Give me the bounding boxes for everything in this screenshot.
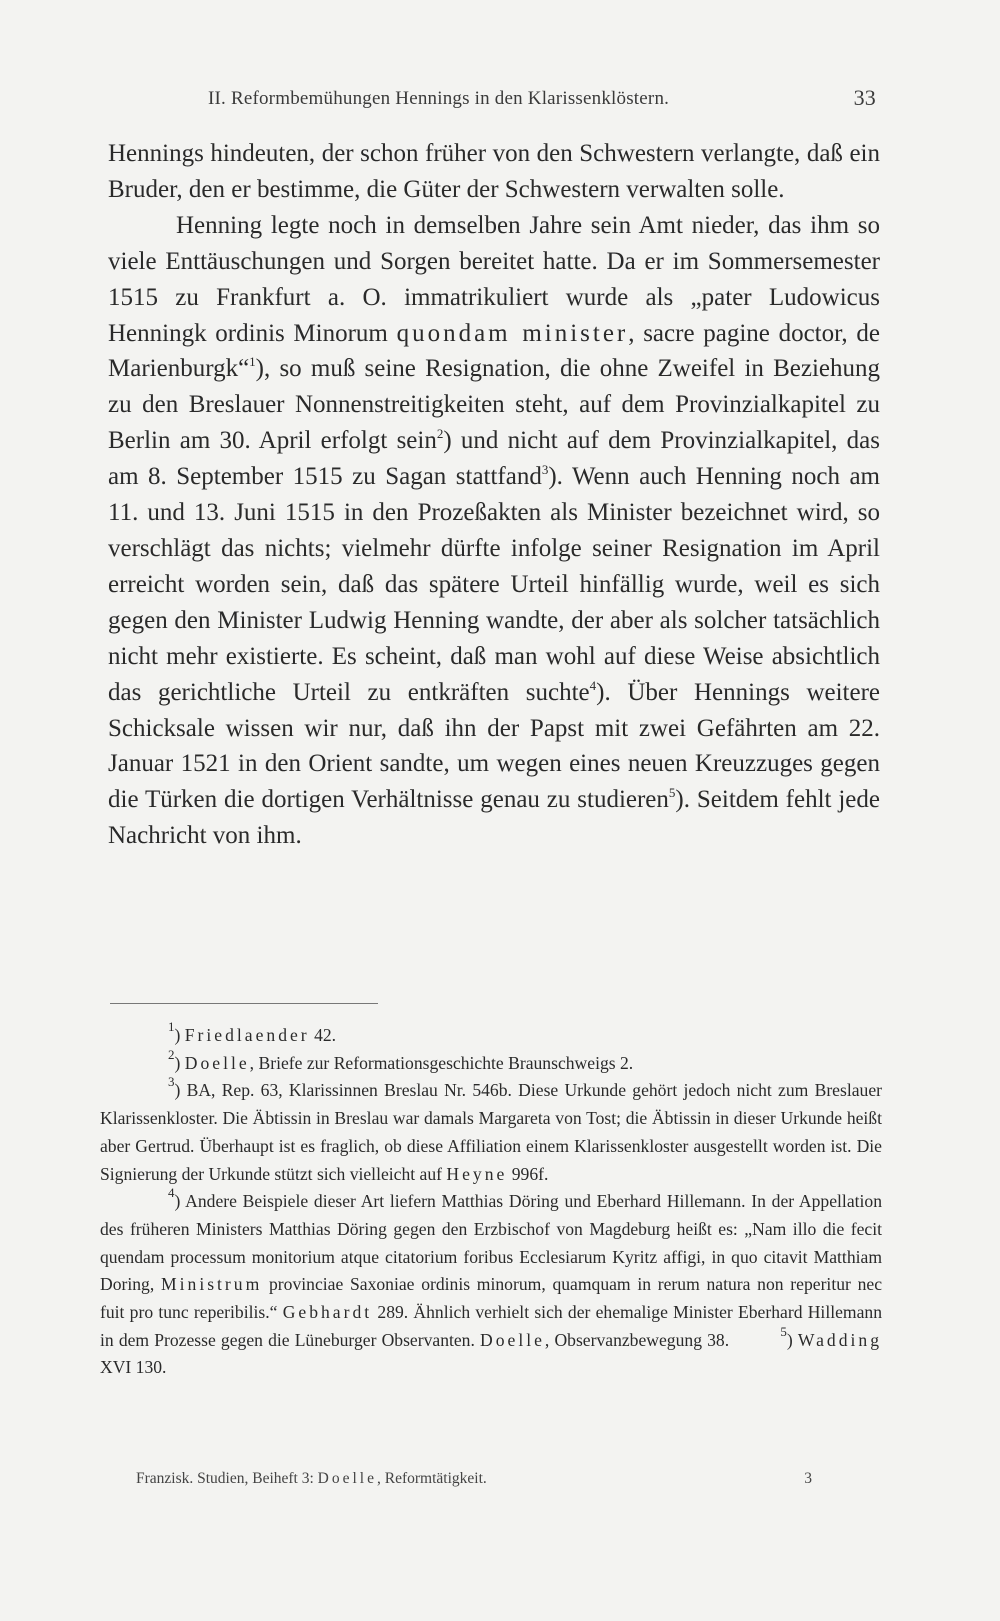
footnote-ref-5: 5 <box>668 785 676 801</box>
spaced-text: Friedlaender <box>184 1025 310 1045</box>
text-run: XVI 130. <box>100 1357 167 1378</box>
text-run: ), so muß seine Resignation, die ohne Zweifel in Beziehung zu den Breslauer Nonnenstreitigkeiten steht, auf dem Provinzialkapitel zu Berlin am 30. April erfolgt sein <box>108 355 880 455</box>
text-run: 996f. <box>507 1163 549 1184</box>
footnote-1: $^1$) Friedlaender 42. <box>168 1019 337 1045</box>
running-header <box>208 85 876 110</box>
sheet-signature: 3 <box>804 1470 812 1487</box>
text-run: ) und nicht auf dem Provinzialkapitel, das am 8. September 1515 zu Sagan stattfand <box>108 427 880 491</box>
spaced-text: Ministrum <box>160 1274 263 1295</box>
spaced-text: Doelle <box>184 1052 250 1073</box>
footnote-4: $^4$) Andere Beispiele dieser Art liefern Matthias Döring und Eberhard Hillemann. In der Appellation des früheren Ministers Matthias Döring gegen den Erzbischof von Magdeburg heißt es: „Nam illo die fecit quendam processum monitorium atque citatorium foribus Ecclesiarum Kyritz affigi, in quo citavit Matthiam Doring, Ministrum provinciae Saxoniae ordinis minorum, quamquam in rerum natura non reperitur nec fuit pro tunc reperibilis.“ Gebhardt 289. Ähnlich verhielt sich der ehemalige Minister Eberhard Hillemann in dem Prozesse gegen die Lüneburger Observanten. Doelle, Observanzbewegung 38. $^5$) Wadding XVI 130. <box>100 1185 883 1378</box>
text-run: , Briefe zur Reformationsgeschichte Braunschweigs 2. <box>249 1052 634 1073</box>
spaced-text: quondam minister <box>396 319 629 347</box>
footnote-ref-2: 2 <box>436 426 444 442</box>
footnote-divider <box>110 1003 378 1004</box>
text-run: Henning legte noch in demselben Jahre sein Amt nieder, das ihm so viele Enttäuschungen und Sorgen bereitet hatte. Da er im Sommersemester 1515 zu Frankfurt a. O. immatrikuliert wurde als „pater Ludowicus Henningk ordinis Minorum <box>108 211 880 347</box>
text-run: ). Wenn auch Henning noch am 11. und 13. Juni 1515 in den Prozeßakten als Minister bezeichnet wird, so verschlägt das nichts; vielmehr dürfte infolge seiner Resignation im April erreicht worden sein, daß das spätere Urteil hinfällig wurde, weil es sich gegen den Minister Ludwig Henning wandte, der aber als solcher tatsächlich nicht mehr existierte. Es scheint, daß man wohl auf diese Weise absichtlich das gerichtliche Urteil zu entkräften suchte <box>108 463 880 706</box>
footer-title: , Reformtätigkeit. <box>377 1470 487 1487</box>
spaced-text: Wadding <box>797 1329 882 1350</box>
footnote-2: $^2$) Doelle, Briefe zur Reformationsgeschichte Braunschweigs 2. <box>168 1046 634 1073</box>
footer-author: Doelle <box>317 1470 377 1487</box>
spaced-text: Doelle <box>480 1329 545 1350</box>
text-run: ). Über Hennings weitere Schicksale wissen wir nur, daß ihn der Papst mit zwei Gefährten am 22. Januar 1521 in den Orient sandte, um wegen eines neuen Kreuzzuges gegen die Türken die dortigen Verhältnisse genau zu studieren <box>108 678 880 814</box>
text-run: 289. Ähnlich verhielt sich der ehemalige Minister Eberhard Hillemann in dem Prozesse gegen die Lüneburger Observanten. <box>100 1302 882 1350</box>
text-run: , sacre pagine doctor, de Marienburgk“ <box>108 319 880 383</box>
footnotes <box>100 1019 883 1382</box>
text-run: 42. <box>309 1025 337 1045</box>
footnote-ref-1: 1 <box>249 354 256 370</box>
text-run: ) Andere Beispiele dieser Art liefern Matthias Döring und Eberhard Hillemann. In der Appellation des früheren Ministers Matthias Döring gegen den Erzbischof von Magdeburg heißt es: „Nam illo die fecit quendam processum monitorium atque citatorium foribus Ecclesiarum Kyritz affigi, in quo citavit Matthiam Doring, <box>100 1191 882 1295</box>
text-run: provinciae Saxoniae ordinis minorum, quamquam in rerum natura non reperitur nec fuit pro tunc reperibilis.“ <box>100 1274 883 1323</box>
footnote-ref-4: 4 <box>589 677 597 693</box>
footnote-mark: 2 <box>168 1046 175 1062</box>
main-text <box>108 136 880 854</box>
text-run: ). Seitdem fehlt jede Nachricht von ihm. <box>108 786 880 850</box>
running-title: II. Reformbemühungen Hennings in den Klarissenklöstern. <box>208 88 670 109</box>
text-run: ) BA, Rep. 63, Klarissinnen Breslau Nr. 546b. Diese Urkunde gehört jedoch nicht zum Breslauer Klarissenkloster. Die Äbtissin in Breslau war damals Margareta von Tost; die Äbtissin in dieser Urkunde heißt aber Gertrud. Überhaupt ist es fraglich, ob diese Affiliation einem Klarissenkloster ausgestellt worden ist. Die Signierung der Urkunde stützt sich vielleicht auf <box>100 1080 882 1184</box>
footnote-ref-3: 3 <box>541 462 549 478</box>
footnote-mark: 3 <box>168 1074 175 1090</box>
footnote-3 <box>100 1074 882 1188</box>
spaced-text: Heyne <box>446 1163 508 1184</box>
spaced-text: Gebhardt <box>282 1302 373 1323</box>
paragraph-1: Hennings hindeuten, der schon früher von den Schwestern verlangte, daß ein Bruder, den er bestimme, die Güter der Schwestern verwalten solle. <box>108 140 880 203</box>
paragraph-2 <box>108 208 880 854</box>
footnote-mark: 5 <box>780 1323 787 1339</box>
footnote-mark: 4 <box>168 1185 175 1201</box>
page-footer <box>136 1470 812 1488</box>
page-number: 33 <box>853 85 876 110</box>
text-run: , Observanzbewegung 38. <box>544 1329 730 1350</box>
footer-series: Franzisk. Studien, Beiheft 3: <box>136 1470 318 1487</box>
footnote-mark: 1 <box>168 1019 175 1034</box>
